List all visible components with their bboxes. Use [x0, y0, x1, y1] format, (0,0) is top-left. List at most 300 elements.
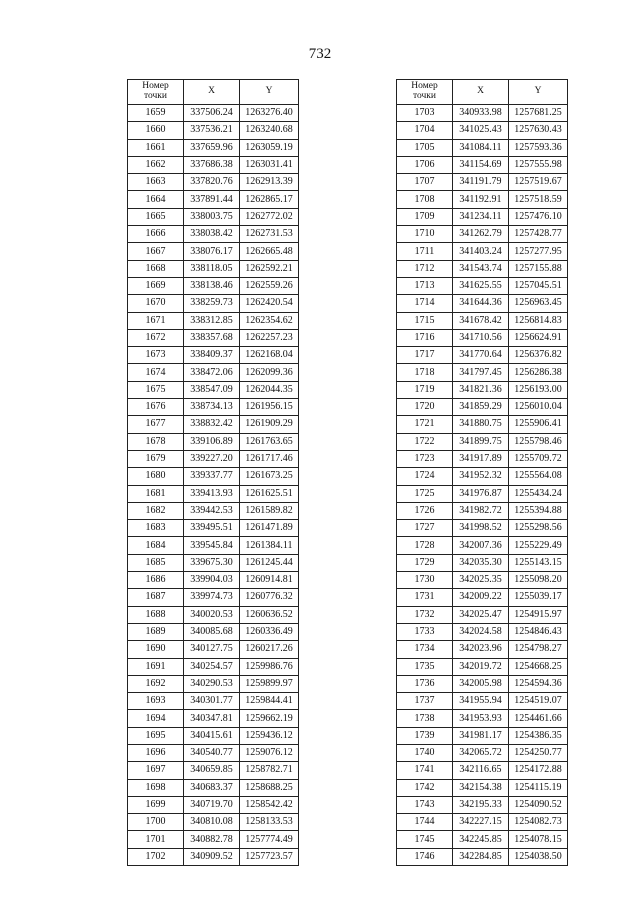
point-number-cell: 1687 [128, 589, 184, 606]
y-cell: 1257555.98 [509, 156, 568, 173]
table-row [128, 174, 299, 191]
x-cell: 337506.24 [184, 105, 240, 122]
x-cell: 342023.96 [453, 641, 509, 658]
y-header: Y [240, 80, 299, 105]
y-cell: 1262772.02 [240, 208, 299, 225]
table-row [397, 277, 568, 294]
x-cell: 339337.77 [184, 468, 240, 485]
y-cell: 1256814.83 [509, 312, 568, 329]
point-number-cell: 1679 [128, 450, 184, 467]
x-cell: 338076.17 [184, 243, 240, 260]
point-number-cell: 1705 [397, 139, 453, 156]
point-number-cell: 1677 [128, 416, 184, 433]
point-number-cell: 1734 [397, 641, 453, 658]
y-cell: 1260914.81 [240, 572, 299, 589]
x-cell: 340683.37 [184, 779, 240, 796]
coordinates-table-right [396, 79, 568, 866]
point-number-cell: 1707 [397, 174, 453, 191]
table-row [128, 762, 299, 779]
table-row [397, 191, 568, 208]
x-cell: 341770.64 [453, 347, 509, 364]
x-cell: 341859.29 [453, 399, 509, 416]
x-cell: 342284.85 [453, 848, 509, 865]
y-cell: 1258542.42 [240, 796, 299, 813]
y-cell: 1257518.59 [509, 191, 568, 208]
x-cell: 341953.93 [453, 710, 509, 727]
y-cell: 1256963.45 [509, 295, 568, 312]
table-row [397, 520, 568, 537]
y-cell: 1259662.19 [240, 710, 299, 727]
point-number-cell: 1699 [128, 796, 184, 813]
y-cell: 1261625.51 [240, 485, 299, 502]
point-number-header [397, 80, 453, 105]
x-cell: 338357.68 [184, 329, 240, 346]
point-number-cell: 1683 [128, 520, 184, 537]
point-number-cell: 1680 [128, 468, 184, 485]
y-cell: 1254461.66 [509, 710, 568, 727]
y-cell: 1261245.44 [240, 554, 299, 571]
point-number-cell: 1715 [397, 312, 453, 329]
x-cell: 341025.43 [453, 122, 509, 139]
y-cell: 1262913.39 [240, 174, 299, 191]
x-cell: 342227.15 [453, 814, 509, 831]
x-cell: 341084.11 [453, 139, 509, 156]
x-header: X [453, 80, 509, 105]
point-number-cell: 1733 [397, 623, 453, 640]
table-row [128, 122, 299, 139]
y-cell: 1263059.19 [240, 139, 299, 156]
point-number-cell: 1738 [397, 710, 453, 727]
y-cell: 1258782.71 [240, 762, 299, 779]
table-row [397, 416, 568, 433]
x-cell: 340085.68 [184, 623, 240, 640]
point-number-cell: 1724 [397, 468, 453, 485]
table-row [128, 710, 299, 727]
header-text: точки [143, 91, 167, 101]
y-cell: 1260336.49 [240, 623, 299, 640]
y-cell: 1255229.49 [509, 537, 568, 554]
point-number-cell: 1700 [128, 814, 184, 831]
table-row [397, 381, 568, 398]
x-cell: 340719.70 [184, 796, 240, 813]
x-cell: 338547.09 [184, 381, 240, 398]
table-row [397, 623, 568, 640]
y-cell: 1257155.88 [509, 260, 568, 277]
y-cell: 1255039.17 [509, 589, 568, 606]
x-cell: 338118.05 [184, 260, 240, 277]
x-cell: 341917.89 [453, 450, 509, 467]
y-cell: 1259436.12 [240, 727, 299, 744]
y-cell: 1261589.82 [240, 502, 299, 519]
x-cell: 342195.33 [453, 796, 509, 813]
table-row [397, 312, 568, 329]
x-cell: 339495.51 [184, 520, 240, 537]
y-cell: 1261673.25 [240, 468, 299, 485]
point-number-cell: 1675 [128, 381, 184, 398]
table-row [397, 762, 568, 779]
x-cell: 340127.75 [184, 641, 240, 658]
point-number-cell: 1716 [397, 329, 453, 346]
point-number-cell: 1713 [397, 277, 453, 294]
table-row [128, 277, 299, 294]
point-number-cell: 1664 [128, 191, 184, 208]
point-number-cell: 1692 [128, 675, 184, 692]
point-number-cell: 1708 [397, 191, 453, 208]
y-cell: 1257519.67 [509, 174, 568, 191]
point-number-cell: 1740 [397, 744, 453, 761]
y-cell: 1255906.41 [509, 416, 568, 433]
x-cell: 341678.42 [453, 312, 509, 329]
x-cell: 341952.32 [453, 468, 509, 485]
table-row [128, 572, 299, 589]
table-row [128, 312, 299, 329]
y-cell: 1255394.88 [509, 502, 568, 519]
x-cell: 341976.87 [453, 485, 509, 502]
table-row [128, 589, 299, 606]
x-cell: 341955.94 [453, 693, 509, 710]
x-cell: 342245.85 [453, 831, 509, 848]
y-cell: 1254846.43 [509, 623, 568, 640]
table-row [397, 710, 568, 727]
x-cell: 340254.57 [184, 658, 240, 675]
point-number-cell: 1743 [397, 796, 453, 813]
point-number-cell: 1674 [128, 364, 184, 381]
point-number-cell: 1701 [128, 831, 184, 848]
table-row [128, 399, 299, 416]
table-row [397, 260, 568, 277]
x-cell: 341998.52 [453, 520, 509, 537]
table-row [128, 433, 299, 450]
x-cell: 342024.58 [453, 623, 509, 640]
y-cell: 1255098.20 [509, 572, 568, 589]
point-number-cell: 1666 [128, 226, 184, 243]
table-row [128, 520, 299, 537]
table-row [128, 468, 299, 485]
y-cell: 1261717.46 [240, 450, 299, 467]
table-row [397, 502, 568, 519]
point-number-cell: 1668 [128, 260, 184, 277]
y-cell: 1257428.77 [509, 226, 568, 243]
table-row [128, 641, 299, 658]
y-cell: 1254078.15 [509, 831, 568, 848]
point-number-cell: 1719 [397, 381, 453, 398]
x-cell: 339974.73 [184, 589, 240, 606]
y-cell: 1254172.88 [509, 762, 568, 779]
table-row [397, 122, 568, 139]
x-cell: 339904.03 [184, 572, 240, 589]
point-number-cell: 1681 [128, 485, 184, 502]
point-number-cell: 1735 [397, 658, 453, 675]
x-cell: 341403.24 [453, 243, 509, 260]
table-row [128, 347, 299, 364]
table-row [128, 502, 299, 519]
point-number-cell: 1667 [128, 243, 184, 260]
y-cell: 1262044.35 [240, 381, 299, 398]
x-cell: 341981.17 [453, 727, 509, 744]
table-row [128, 295, 299, 312]
x-cell: 337659.96 [184, 139, 240, 156]
point-number-cell: 1711 [397, 243, 453, 260]
x-cell: 342009.22 [453, 589, 509, 606]
table-row [397, 433, 568, 450]
table-header-row [397, 80, 568, 105]
table-row [397, 606, 568, 623]
x-cell: 342025.35 [453, 572, 509, 589]
point-number-cell: 1725 [397, 485, 453, 502]
point-number-cell: 1746 [397, 848, 453, 865]
x-cell: 337536.21 [184, 122, 240, 139]
table-row [397, 468, 568, 485]
x-cell: 341262.79 [453, 226, 509, 243]
table-row [128, 450, 299, 467]
table-row [128, 364, 299, 381]
x-cell: 342154.38 [453, 779, 509, 796]
header-text: Номер [411, 81, 438, 92]
x-cell: 340909.52 [184, 848, 240, 865]
point-number-cell: 1744 [397, 814, 453, 831]
x-cell: 337686.38 [184, 156, 240, 173]
y-cell: 1255143.15 [509, 554, 568, 571]
y-cell: 1263031.41 [240, 156, 299, 173]
x-cell: 342065.72 [453, 744, 509, 761]
table-row [128, 191, 299, 208]
point-number-cell: 1660 [128, 122, 184, 139]
point-number-cell: 1730 [397, 572, 453, 589]
table-row [128, 208, 299, 225]
y-cell: 1260636.52 [240, 606, 299, 623]
table-row [128, 381, 299, 398]
y-cell: 1263240.68 [240, 122, 299, 139]
y-cell: 1254668.25 [509, 658, 568, 675]
y-cell: 1258688.25 [240, 779, 299, 796]
table-row [397, 572, 568, 589]
y-cell: 1261763.65 [240, 433, 299, 450]
page-number: 732 [308, 46, 332, 62]
point-number-cell: 1702 [128, 848, 184, 865]
point-number-cell: 1682 [128, 502, 184, 519]
table-row [128, 485, 299, 502]
point-number-cell: 1697 [128, 762, 184, 779]
x-cell: 339545.84 [184, 537, 240, 554]
point-number-cell: 1661 [128, 139, 184, 156]
y-cell: 1256286.38 [509, 364, 568, 381]
y-cell: 1254090.52 [509, 796, 568, 813]
table-row [397, 796, 568, 813]
x-cell: 340347.81 [184, 710, 240, 727]
y-cell: 1259899.97 [240, 675, 299, 692]
point-number-cell: 1691 [128, 658, 184, 675]
x-cell: 338038.42 [184, 226, 240, 243]
point-number-cell: 1736 [397, 675, 453, 692]
y-cell: 1262354.62 [240, 312, 299, 329]
point-number-cell: 1704 [397, 122, 453, 139]
x-cell: 337820.76 [184, 174, 240, 191]
y-cell: 1254798.27 [509, 641, 568, 658]
y-cell: 1257045.51 [509, 277, 568, 294]
table-row [397, 226, 568, 243]
x-cell: 340810.08 [184, 814, 240, 831]
point-number-cell: 1665 [128, 208, 184, 225]
table-row [397, 675, 568, 692]
point-number-cell: 1685 [128, 554, 184, 571]
x-cell: 340659.85 [184, 762, 240, 779]
x-cell: 338409.37 [184, 347, 240, 364]
point-number-cell: 1678 [128, 433, 184, 450]
point-number-cell: 1714 [397, 295, 453, 312]
y-cell: 1257630.43 [509, 122, 568, 139]
point-number-cell: 1706 [397, 156, 453, 173]
y-cell: 1259076.12 [240, 744, 299, 761]
x-cell: 338259.73 [184, 295, 240, 312]
y-cell: 1261384.11 [240, 537, 299, 554]
table-row [397, 450, 568, 467]
point-number-cell: 1717 [397, 347, 453, 364]
x-cell: 338734.13 [184, 399, 240, 416]
point-number-cell: 1722 [397, 433, 453, 450]
y-cell: 1257681.25 [509, 105, 568, 122]
table-row [128, 623, 299, 640]
table-row [128, 658, 299, 675]
table-row [397, 814, 568, 831]
point-number-cell: 1723 [397, 450, 453, 467]
y-cell: 1262559.26 [240, 277, 299, 294]
y-cell: 1256624.91 [509, 329, 568, 346]
point-number-cell: 1731 [397, 589, 453, 606]
x-cell: 338832.42 [184, 416, 240, 433]
table-row [128, 416, 299, 433]
x-cell: 342035.30 [453, 554, 509, 571]
table-row [128, 831, 299, 848]
x-cell: 338138.46 [184, 277, 240, 294]
table-row [397, 243, 568, 260]
x-cell: 341191.79 [453, 174, 509, 191]
x-cell: 341625.55 [453, 277, 509, 294]
y-cell: 1257593.36 [509, 139, 568, 156]
x-cell: 341880.75 [453, 416, 509, 433]
x-cell: 338003.75 [184, 208, 240, 225]
x-cell: 338472.06 [184, 364, 240, 381]
y-cell: 1258133.53 [240, 814, 299, 831]
y-cell: 1261471.89 [240, 520, 299, 537]
x-cell: 342007.36 [453, 537, 509, 554]
point-number-cell: 1690 [128, 641, 184, 658]
x-cell: 340882.78 [184, 831, 240, 848]
point-number-cell: 1732 [397, 606, 453, 623]
y-cell: 1262865.17 [240, 191, 299, 208]
table-row [128, 260, 299, 277]
y-cell: 1260217.26 [240, 641, 299, 658]
point-number-cell: 1695 [128, 727, 184, 744]
table-row [397, 658, 568, 675]
table-row [397, 641, 568, 658]
table-row [397, 727, 568, 744]
y-cell: 1254082.73 [509, 814, 568, 831]
point-number-header [128, 80, 184, 105]
table-row [128, 675, 299, 692]
table-body [128, 105, 299, 866]
y-cell: 1254386.35 [509, 727, 568, 744]
point-number-cell: 1672 [128, 329, 184, 346]
x-cell: 341797.45 [453, 364, 509, 381]
table-row [397, 174, 568, 191]
y-cell: 1262592.21 [240, 260, 299, 277]
table-row [128, 226, 299, 243]
y-cell: 1254594.36 [509, 675, 568, 692]
table-row [128, 139, 299, 156]
table-header-row [128, 80, 299, 105]
table-body [397, 105, 568, 866]
table-row [397, 329, 568, 346]
table-row [397, 848, 568, 865]
x-cell: 340290.53 [184, 675, 240, 692]
point-number-cell: 1728 [397, 537, 453, 554]
table-row [128, 105, 299, 122]
point-number-cell: 1742 [397, 779, 453, 796]
y-cell: 1254915.97 [509, 606, 568, 623]
y-cell: 1254038.50 [509, 848, 568, 865]
point-number-cell: 1693 [128, 693, 184, 710]
y-cell: 1256010.04 [509, 399, 568, 416]
x-cell: 340933.98 [453, 105, 509, 122]
y-cell: 1255434.24 [509, 485, 568, 502]
x-cell: 340020.53 [184, 606, 240, 623]
table-row [128, 744, 299, 761]
table-row [128, 848, 299, 865]
x-cell: 339442.53 [184, 502, 240, 519]
x-cell: 341899.75 [453, 433, 509, 450]
point-number-cell: 1712 [397, 260, 453, 277]
y-cell: 1259986.76 [240, 658, 299, 675]
table-row [397, 485, 568, 502]
table-row [397, 105, 568, 122]
y-cell: 1260776.32 [240, 589, 299, 606]
point-number-cell: 1669 [128, 277, 184, 294]
point-number-cell: 1662 [128, 156, 184, 173]
y-cell: 1262168.04 [240, 347, 299, 364]
table-row [397, 554, 568, 571]
point-number-cell: 1696 [128, 744, 184, 761]
y-cell: 1262099.36 [240, 364, 299, 381]
table-row [128, 537, 299, 554]
table-row [128, 243, 299, 260]
y-cell: 1254115.19 [509, 779, 568, 796]
point-number-cell: 1727 [397, 520, 453, 537]
point-number-cell: 1718 [397, 364, 453, 381]
table-row [128, 814, 299, 831]
x-cell: 341543.74 [453, 260, 509, 277]
y-cell: 1256193.00 [509, 381, 568, 398]
y-cell: 1262257.23 [240, 329, 299, 346]
point-number-cell: 1709 [397, 208, 453, 225]
table-row [397, 779, 568, 796]
y-cell: 1255564.08 [509, 468, 568, 485]
point-number-cell: 1720 [397, 399, 453, 416]
point-number-cell: 1698 [128, 779, 184, 796]
y-cell: 1262731.53 [240, 226, 299, 243]
point-number-cell: 1737 [397, 693, 453, 710]
point-number-cell: 1694 [128, 710, 184, 727]
table-row [397, 537, 568, 554]
point-number-cell: 1710 [397, 226, 453, 243]
y-cell: 1262420.54 [240, 295, 299, 312]
x-cell: 339106.89 [184, 433, 240, 450]
table-row [128, 606, 299, 623]
x-cell: 341154.69 [453, 156, 509, 173]
x-cell: 339227.20 [184, 450, 240, 467]
table-row [397, 347, 568, 364]
point-number-cell: 1688 [128, 606, 184, 623]
y-cell: 1255798.46 [509, 433, 568, 450]
